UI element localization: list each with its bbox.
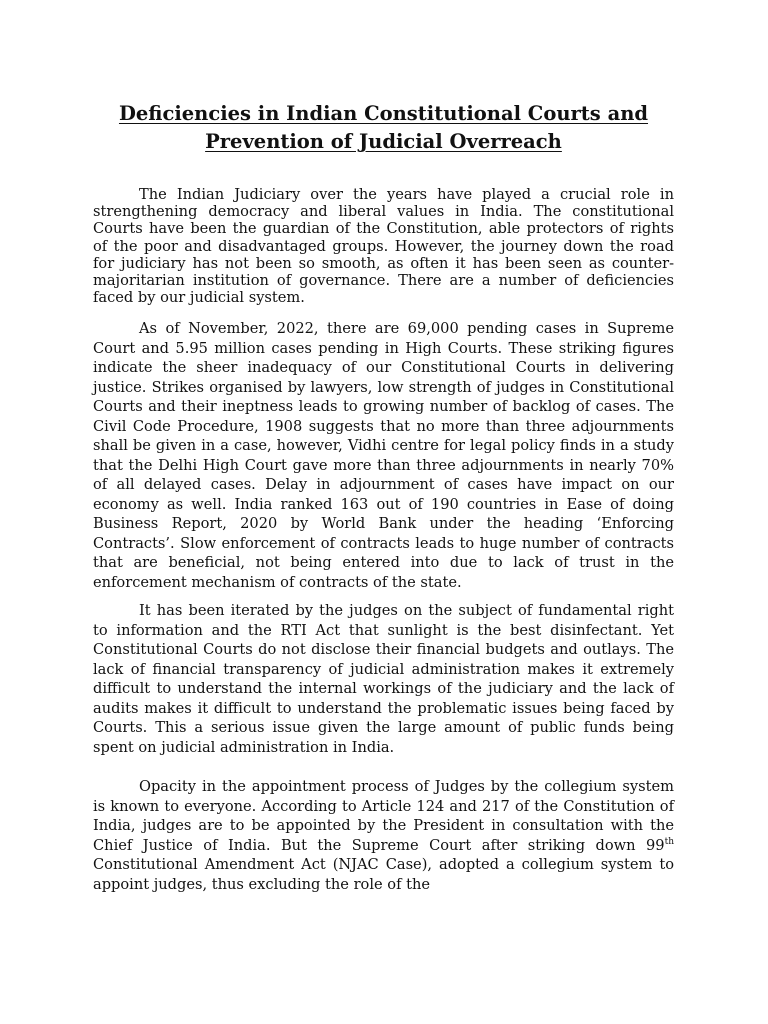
title-line-1: Deficiencies in Indian Constitutional Courts and — [118, 102, 649, 125]
ordinal-superscript: th — [664, 837, 674, 848]
paragraph-financial-transparency: It has been iterated by the judges on the subject of fundamental right to information and the RTI Act that sunlight is the best disinfectant. Yet Constitutional Courts do not disclose their financial budgets and outlays. The lack of financial transparency of judicial administration makes it extremely difficult to understand the internal workings of the judiciary and the lack of audits makes it difficult to understand the problematic issues being faced by Courts. This a serious issue given the large amount of public funds being spent on judicial administration in India. — [93, 602, 674, 756]
paragraph-collegium — [93, 777, 674, 894]
collegium-text-part-1: Opacity in the appointment process of Judges by the collegium system is known to everyone. According to Article 124 and 217 of the Constitution of India, judges are to be appointed by the President in consultation with the Chief Justice of India. But the Supreme Court after striking down 99 — [93, 778, 674, 854]
collegium-text-part-2: Constitutional Amendment Act (NJAC Case), adopted a collegium system to appoint judges, thus excluding the role of the — [93, 856, 674, 893]
paragraph-intro: The Indian Judiciary over the years have played a crucial role in strengthening democracy and liberal values in India. The constitutional Courts have been the guardian of the Constitution, able protectors of rights of the poor and disadvantaged groups. However, the journey down the road for judiciary has not been so smooth, as often it has been seen as counter-majoritarian institution of governance. There are a number of deficiencies faced by our judicial system. — [93, 186, 674, 307]
document-title — [93, 100, 674, 156]
document-page — [93, 100, 674, 894]
title-line-2: Prevention of Judicial Overreach — [205, 130, 562, 153]
paragraph-pending-cases: As of November, 2022, there are 69,000 pending cases in Supreme Court and 5.95 million cases pending in High Courts. These striking figures indicate the sheer inadequacy of our Constitutional Courts in delivering justice. Strikes organised by lawyers, low strength of judges in Constitutional Courts and their ineptness leads to growing number of backlog of cases. The Civil Code Procedure, 1908 suggests that no more than three adjournments shall be given in a case, however, Vidhi centre for legal policy finds in a study that the Delhi High Court gave more than three adjournments in nearly 70% of all delayed cases. Delay in adjournment of cases have impact on our economy as well. India ranked 163 out of 190 countries in Ease of doing Business Report, 2020 by World Bank under the heading ‘Enforcing Contracts’. Slow enforcement of contracts leads to huge number of contracts that are beneficial, not being entered into due to lack of trust in the enforcement mechanism of contracts of the state. — [93, 320, 674, 591]
